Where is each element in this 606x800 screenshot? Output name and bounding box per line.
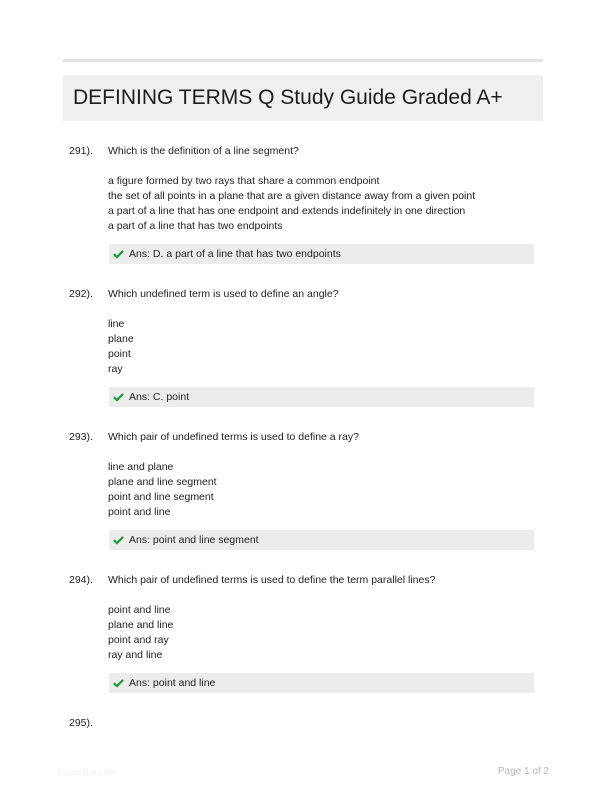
question-number: 291). <box>69 145 93 157</box>
option-item: point and ray <box>108 634 169 646</box>
top-divider <box>63 59 543 62</box>
question-text: Which undefined term is used to define an angle? <box>108 288 339 300</box>
question-text: Which pair of undefined terms is used to define a ray? <box>108 431 359 443</box>
answer-box <box>109 530 534 550</box>
question-293 <box>69 429 539 550</box>
question-number: 294). <box>69 574 93 586</box>
check-icon <box>113 678 124 688</box>
option-list <box>69 317 539 377</box>
question-295 <box>69 715 539 731</box>
option-item: a part of a line that has one endpoint and extends indefinitely in one direction <box>108 205 466 217</box>
option-item: plane <box>108 333 134 345</box>
question-text: Which pair of undefined terms is used to define the term parallel lines? <box>108 574 436 586</box>
option-item: point and line segment <box>108 491 214 503</box>
question-text: Which is the definition of a line segment? <box>108 145 299 157</box>
question-292 <box>69 286 539 407</box>
footer-watermark: Papertibe.com <box>58 767 117 777</box>
page-number: Page 1 of 2 <box>497 766 549 777</box>
option-item: point and line <box>108 506 171 518</box>
answer-box <box>109 244 534 264</box>
option-item: a figure formed by two rays that share a common endpoint <box>108 175 380 187</box>
option-list <box>69 174 539 234</box>
check-icon <box>113 392 124 402</box>
option-list <box>69 460 539 520</box>
question-number: 292). <box>69 288 93 300</box>
option-item: a part of a line that has two endpoints <box>108 220 283 232</box>
option-item: the set of all points in a plane that are a given distance away from a given point <box>108 190 476 202</box>
page-title: DEFINING TERMS Q Study Guide Graded A+ <box>73 86 503 109</box>
option-item: point <box>108 348 131 360</box>
answer-box <box>109 387 534 407</box>
question-294 <box>69 572 539 693</box>
option-list <box>69 603 539 663</box>
option-item: point and line <box>108 604 171 616</box>
option-item: ray and line <box>108 649 163 661</box>
check-icon <box>113 535 124 545</box>
answer-text: Ans: C. point <box>129 391 190 403</box>
title-banner <box>63 75 543 121</box>
question-number: 295). <box>69 717 93 729</box>
answer-text: Ans: D. a part of a line that has two endpoints <box>129 248 341 260</box>
check-icon <box>113 249 124 259</box>
answer-text: Ans: point and line <box>129 677 216 689</box>
answer-box <box>109 673 534 693</box>
question-number: 293). <box>69 431 93 443</box>
answer-text: Ans: point and line segment <box>129 534 259 546</box>
option-item: line <box>108 318 125 330</box>
option-item: line and plane <box>108 461 174 473</box>
question-291 <box>69 143 539 264</box>
option-item: plane and line <box>108 619 174 631</box>
option-item: plane and line segment <box>108 476 217 488</box>
option-item: ray <box>108 363 123 375</box>
